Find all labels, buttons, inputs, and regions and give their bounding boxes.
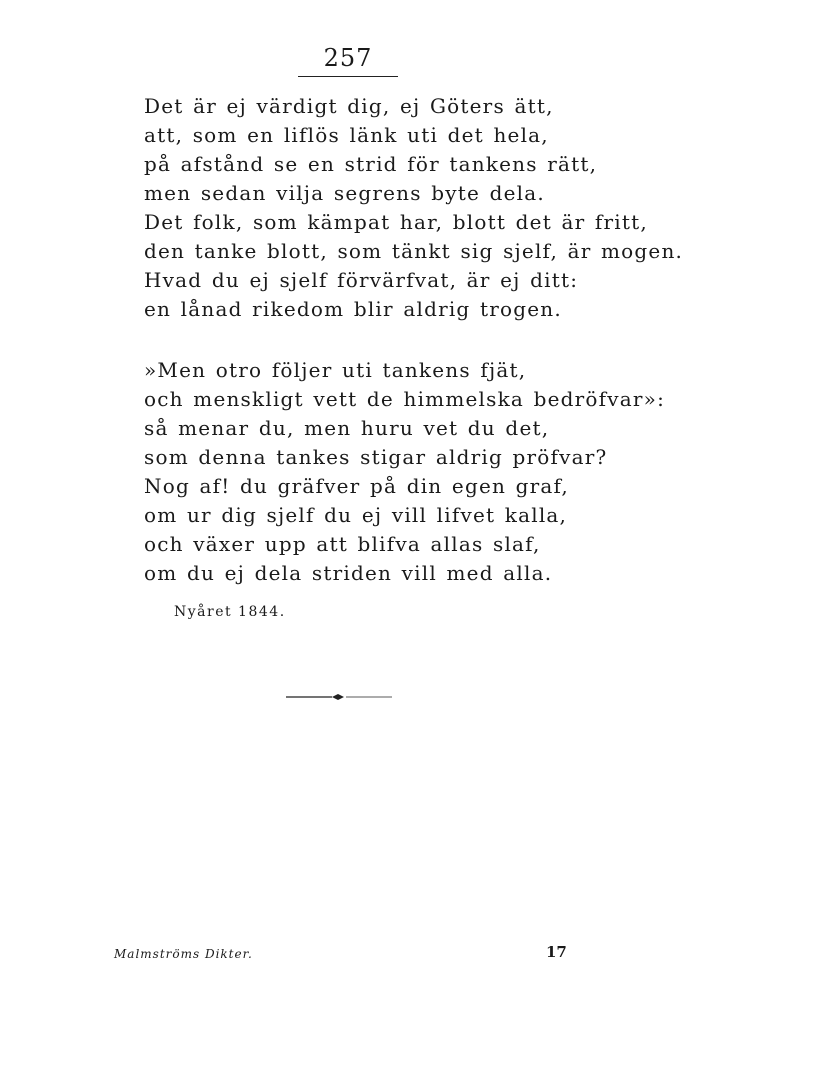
footer-book-title: Malmströms Dikter. xyxy=(114,947,253,961)
poem-line: och växer upp att blifva allas slaf, xyxy=(144,532,541,556)
ornament-divider xyxy=(286,692,392,702)
poem-line: som denna tankes stigar aldrig pröfvar? xyxy=(144,445,608,469)
page-number-rule xyxy=(298,76,398,77)
poem-line: och menskligt vett de himmelska bedröfvar»: xyxy=(144,387,666,411)
poem-line: om du ej dela striden vill med alla. xyxy=(144,561,553,585)
footer-signature-mark: 17 xyxy=(546,943,567,961)
ornament-diamond xyxy=(332,694,344,700)
poem-line: den tanke blott, som tänkt sig sjelf, är mogen. xyxy=(144,239,684,263)
poem-stanza-2 xyxy=(144,356,665,588)
poem-line: om ur dig sjelf du ej vill lifvet kalla, xyxy=(144,503,568,527)
poem-line: att, som en liflös länk uti det hela, xyxy=(144,123,549,147)
poem-line: Nog af! du gräfver på din egen graf, xyxy=(144,474,569,498)
poem-line: Det folk, som kämpat har, blott det är fritt, xyxy=(144,210,648,234)
poem-stanza-1 xyxy=(144,92,683,324)
poem-line: Hvad du ej sjelf förvärfvat, är ej ditt: xyxy=(144,268,579,292)
page-number: 257 xyxy=(323,44,373,72)
poem-line: »Men otro följer uti tankens fjät, xyxy=(144,358,527,382)
poem-line: på afstånd se en strid för tankens rätt, xyxy=(144,152,598,176)
poem-line: men sedan vilja segrens byte dela. xyxy=(144,181,545,205)
poem-dateline: Nyåret 1844. xyxy=(174,604,286,620)
poem-line: Det är ej värdigt dig, ej Göters ätt, xyxy=(144,94,554,118)
poem-line: en lånad rikedom blir aldrig trogen. xyxy=(144,297,562,321)
poem-line: så menar du, men huru vet du det, xyxy=(144,416,550,440)
